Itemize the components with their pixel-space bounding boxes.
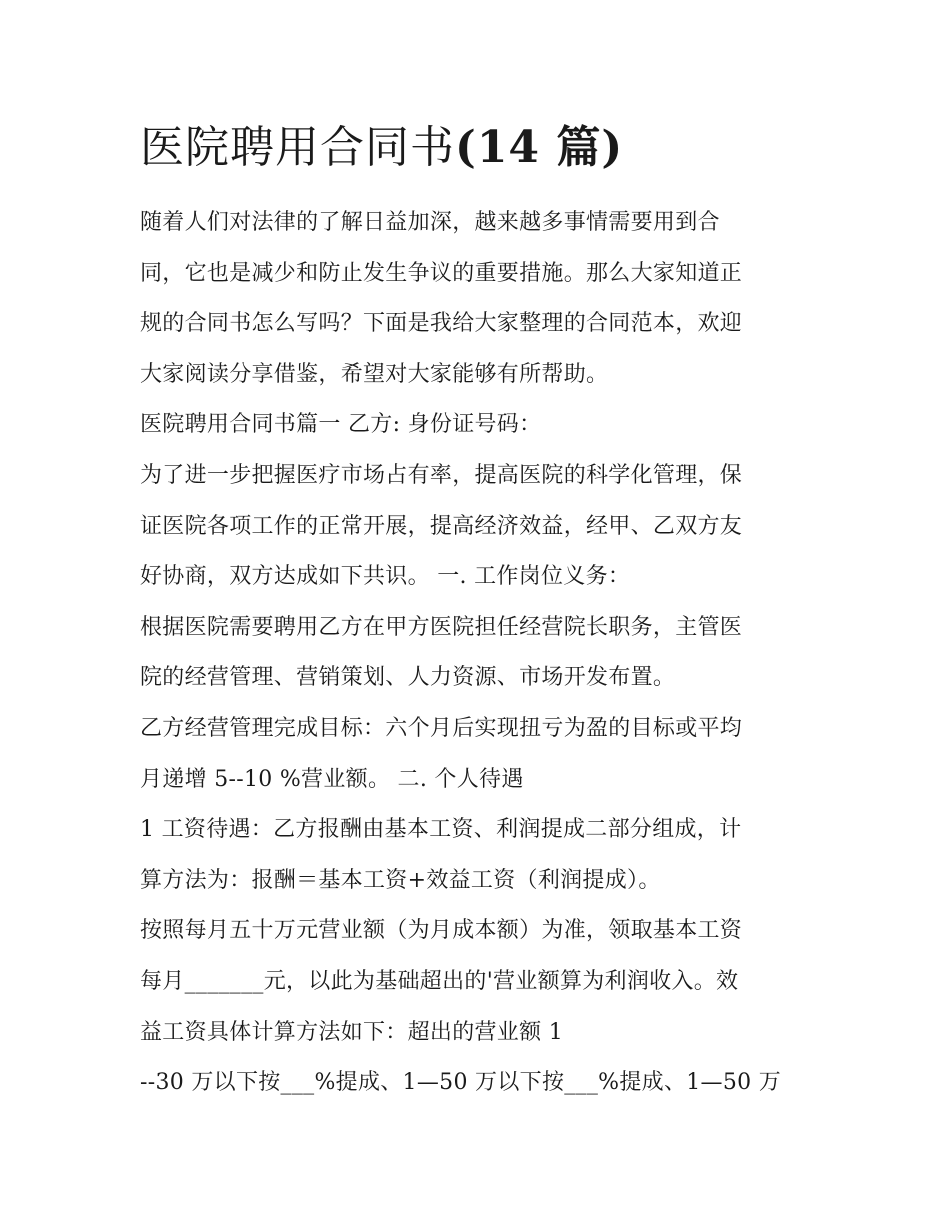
text-line: 大家阅读分享借鉴，希望对大家能够有所帮助。: [140, 361, 609, 387]
text-line: 为了进一步把握医疗市场占有率，提高医院的科学化管理，保: [140, 462, 743, 488]
text-line: 随着人们对法律的了解日益加深，越来越多事情需要用到合: [140, 210, 720, 235]
title-main: 医院聘用合同书: [140, 122, 455, 173]
text-line: 同，它也是减少和防止发生争议的重要措施。那么大家知道正: [140, 260, 743, 286]
text-line: 月递增 5--10 %营业额。 二. 个人待遇: [140, 766, 524, 792]
text-line: 院的经营管理、营销策划、人力资源、市场开发布置。: [140, 665, 676, 691]
text-line: 每月_______元，以此为基础超出的'营业额算为利润收入。效: [140, 968, 739, 994]
text-line: 益工资具体计算方法如下：超出的营业额 1: [140, 1019, 563, 1045]
section-heading: 医院聘用合同书篇一 乙方: 身份证号码：: [140, 412, 542, 438]
text-line: 规的合同书怎么写吗？下面是我给大家整理的合同范本，欢迎: [140, 311, 743, 337]
text-line: 根据医院需要聘用乙方在甲方医院担任经营院长职务，主管医: [140, 614, 743, 640]
text-line: 证医院各项工作的正常开展，提高经济效益，经甲、乙双方友: [140, 513, 743, 539]
document-body: [140, 198, 820, 1109]
text-line: --30 万以下按___%提成、1—50 万以下按___%提成、1—50 万: [140, 1070, 782, 1096]
document-title: [140, 118, 623, 178]
title-count: (14 篇): [455, 122, 624, 173]
text-line: 乙方经营管理完成目标：六个月后实现扭亏为盈的目标或平均: [140, 715, 743, 741]
text-line: 好协商，双方达成如下共识。 一. 工作岗位义务：: [140, 564, 631, 590]
text-line: 1 工资待遇：乙方报酬由基本工资、利润提成二部分组成，计: [140, 817, 742, 843]
text-line: 算方法为：报酬＝基本工资+效益工资（利润提成）。: [140, 867, 661, 893]
text-line: 按照每月五十万元营业额（为月成本额）为准，领取基本工资: [140, 918, 743, 944]
